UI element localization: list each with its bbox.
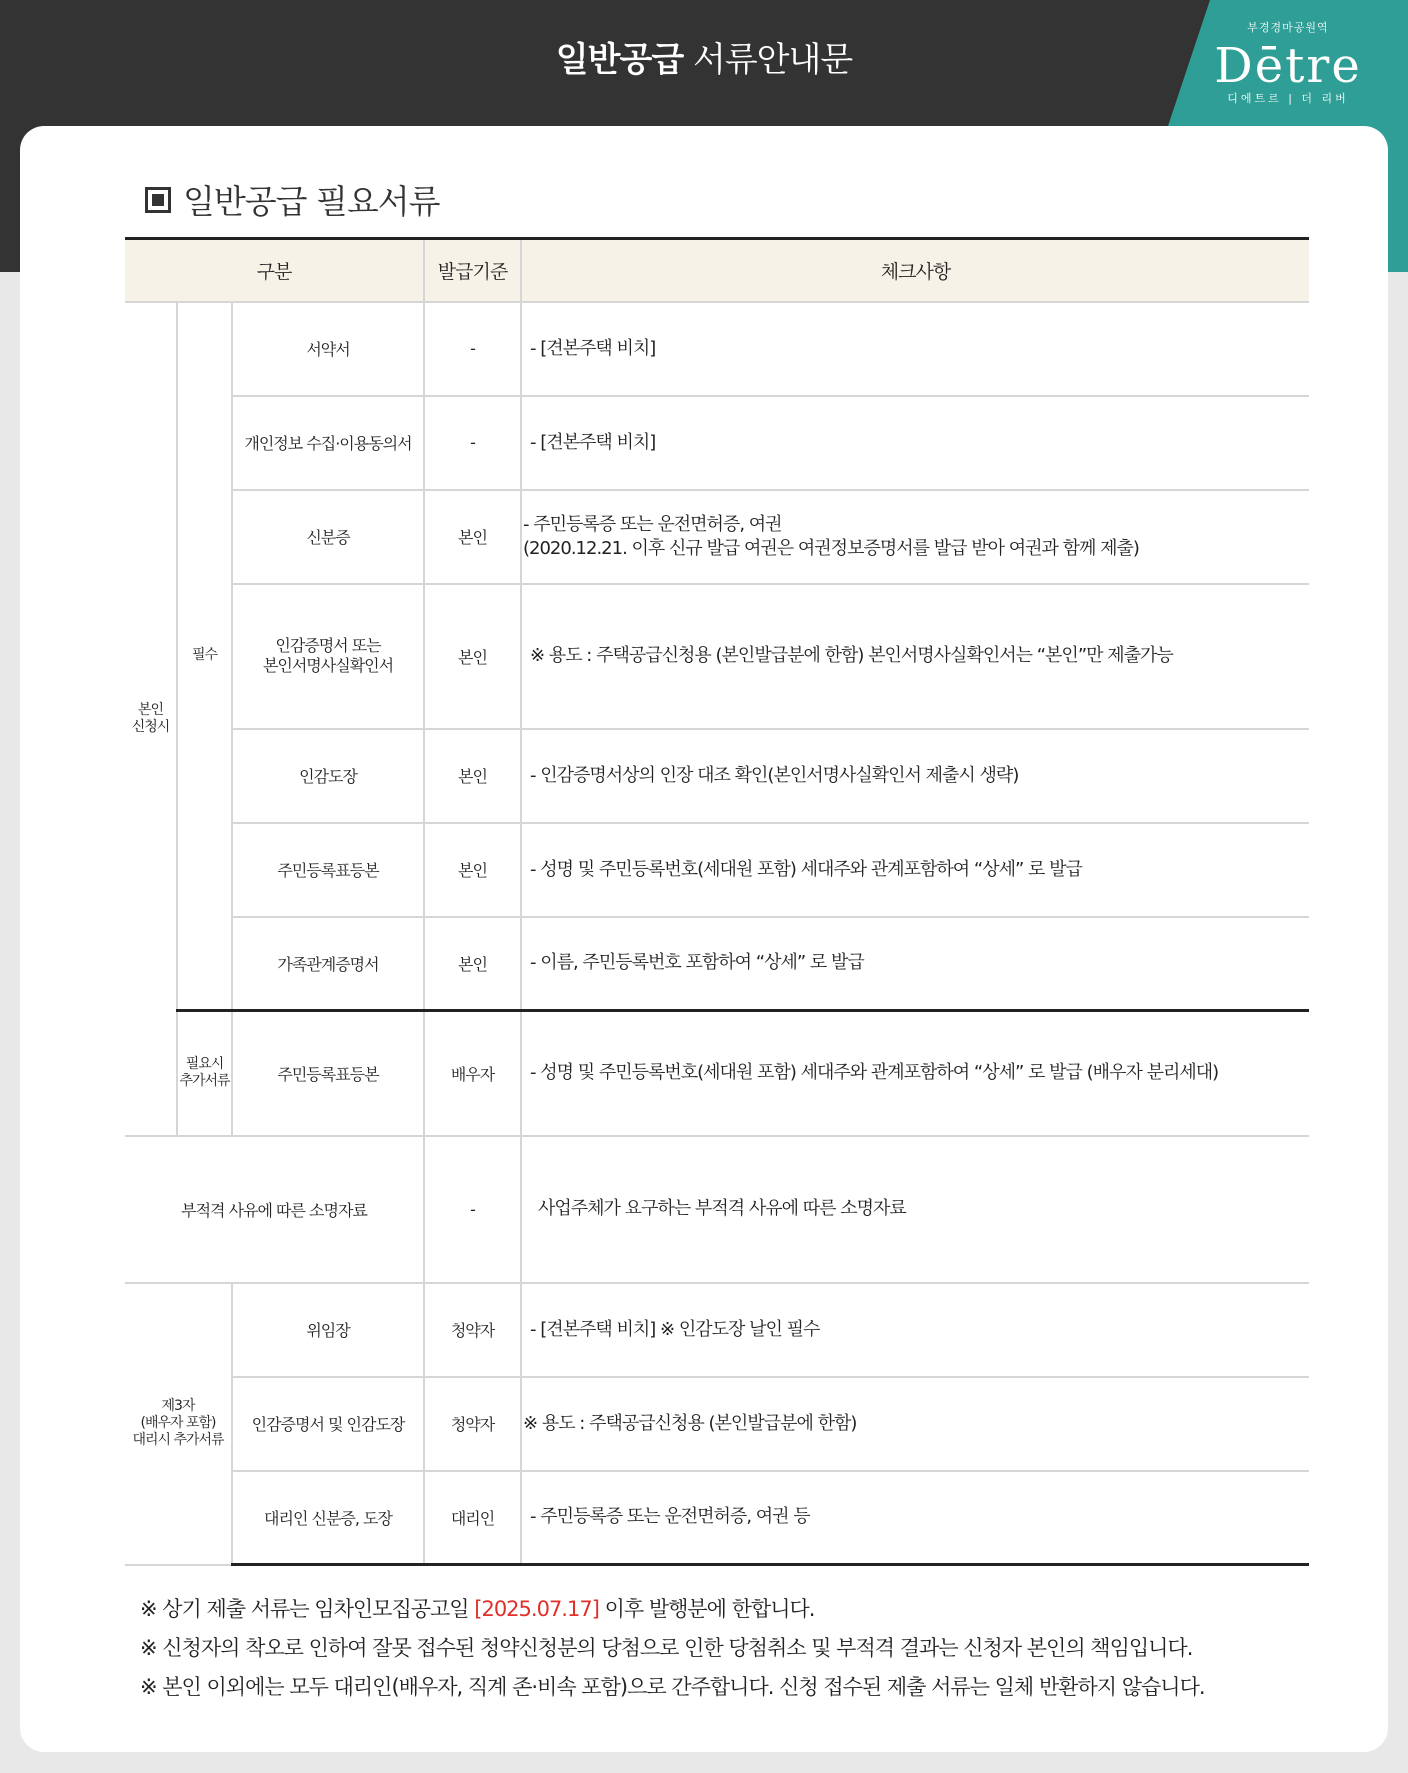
doc-check: - 성명 및 주민등록번호(세대원 포함) 세대주와 관계포함하여 “상세” 로 발급 [521,823,1309,917]
table-row [125,823,1309,917]
table-row [125,1377,1309,1471]
doc-standard: 본인 [424,729,521,823]
header-standard: 발급기준 [424,239,521,302]
doc-name: 가족관계증명서 [232,917,424,1011]
group-self: 본인 신청시 [125,302,177,1136]
logo-wordmark: Dētre [1214,38,1362,94]
note-date: [2025.07.17] [474,1597,599,1621]
table-row [125,396,1309,490]
doc-check: - [견본주택 비치] ※ 인감도장 날인 필수 [521,1283,1309,1377]
doc-name: 인감도장 [232,729,424,823]
doc-standard: 본인 [424,490,521,584]
table-row [125,917,1309,1011]
logo-korean: 디에트르 | 더 리버 [1227,92,1349,105]
ineligible-check: 사업주체가 요구하는 부적격 사유에 따른 소명자료 [521,1136,1309,1283]
doc-check: ※ 용도 : 주택공급신청용 (본인발급분에 한함) 본인서명사실확인서는 “본인”만 제출가능 [521,584,1309,729]
group-optional: 필요시 추가서류 [177,1011,232,1136]
doc-name: 주민등록표등본 [232,1011,424,1136]
doc-check: ※ 용도 : 주택공급신청용 (본인발급분에 한함) [521,1377,1309,1471]
table-row [125,1471,1309,1565]
documents-table [125,237,1309,1566]
doc-standard: - [424,396,521,490]
table-row [125,302,1309,396]
doc-name: 위임장 [232,1283,424,1377]
notes [140,1590,1205,1707]
doc-standard: - [424,302,521,396]
doc-name: 신분증 [232,490,424,584]
table-header-row [125,239,1309,302]
page-title-normal: 서류안내문 [692,40,853,80]
doc-name: 서약서 [232,302,424,396]
section-title-text: 일반공급 필요서류 [183,182,440,221]
table-row [125,490,1309,584]
note-text: 이후 발행분에 한합니다. [598,1597,815,1621]
ineligible-doc: 부적격 사유에 따른 소명자료 [125,1136,424,1283]
table-row [125,729,1309,823]
doc-check: - [견본주택 비치] [521,396,1309,490]
group-third-party: 제3자 (배우자 포함) 대리시 추가서류 [125,1283,232,1565]
doc-standard: 배우자 [424,1011,521,1136]
doc-check: - 주민등록증 또는 운전면허증, 여권 (2020.12.21. 이후 신규 발급 여권은 여권정보증명서를 발급 받아 여권과 함께 제출) [521,490,1309,584]
doc-standard: 청약자 [424,1377,521,1471]
doc-standard: 본인 [424,584,521,729]
doc-name: 인감증명서 또는 본인서명사실확인서 [232,584,424,729]
group-required: 필수 [177,302,232,1011]
doc-name: 개인정보 수집·이용동의서 [232,396,424,490]
section-title [145,176,440,223]
table-row [125,1011,1309,1136]
square-bullet-icon [145,187,171,213]
table-row [125,1283,1309,1377]
note-line-2: ※ 신청자의 착오로 인하여 잘못 접수된 청약신청분의 당첨으로 인한 당첨취소 및 부적격 결과는 신청자 본인의 책임입니다. [140,1636,1193,1660]
ineligible-standard: - [424,1136,521,1283]
doc-standard: 청약자 [424,1283,521,1377]
doc-check: - 성명 및 주민등록번호(세대원 포함) 세대주와 관계포함하여 “상세” 로 발급 (배우자 분리세대) [521,1011,1309,1136]
table-row [125,584,1309,729]
doc-standard: 대리인 [424,1471,521,1565]
logo-subtitle: 부경경마공원역 [1247,21,1329,34]
doc-check: - 주민등록증 또는 운전면허증, 여권 등 [521,1471,1309,1565]
note-text: ※ 상기 제출 서류는 임차인모집공고일 [140,1597,475,1621]
doc-check: - 인감증명서상의 인장 대조 확인(본인서명사실확인서 제출시 생략) [521,729,1309,823]
doc-check: - [견본주택 비치] [521,302,1309,396]
doc-name: 주민등록표등본 [232,823,424,917]
doc-check: - 이름, 주민등록번호 포함하여 “상세” 로 발급 [521,917,1309,1011]
doc-name: 대리인 신분증, 도장 [232,1471,424,1565]
header-check: 체크사항 [521,239,1309,302]
table-row [125,1136,1309,1283]
doc-standard: 본인 [424,823,521,917]
doc-standard: 본인 [424,917,521,1011]
header-category: 구분 [125,239,424,302]
doc-name: 인감증명서 및 인감도장 [232,1377,424,1471]
page-title-bold: 일반공급 [555,40,684,80]
note-line-1 [140,1590,1205,1629]
note-line-3: ※ 본인 이외에는 모두 대리인(배우자, 직계 존·비속 포함)으로 간주합니다. 신청 접수된 제출 서류는 일체 반환하지 않습니다. [140,1675,1205,1699]
